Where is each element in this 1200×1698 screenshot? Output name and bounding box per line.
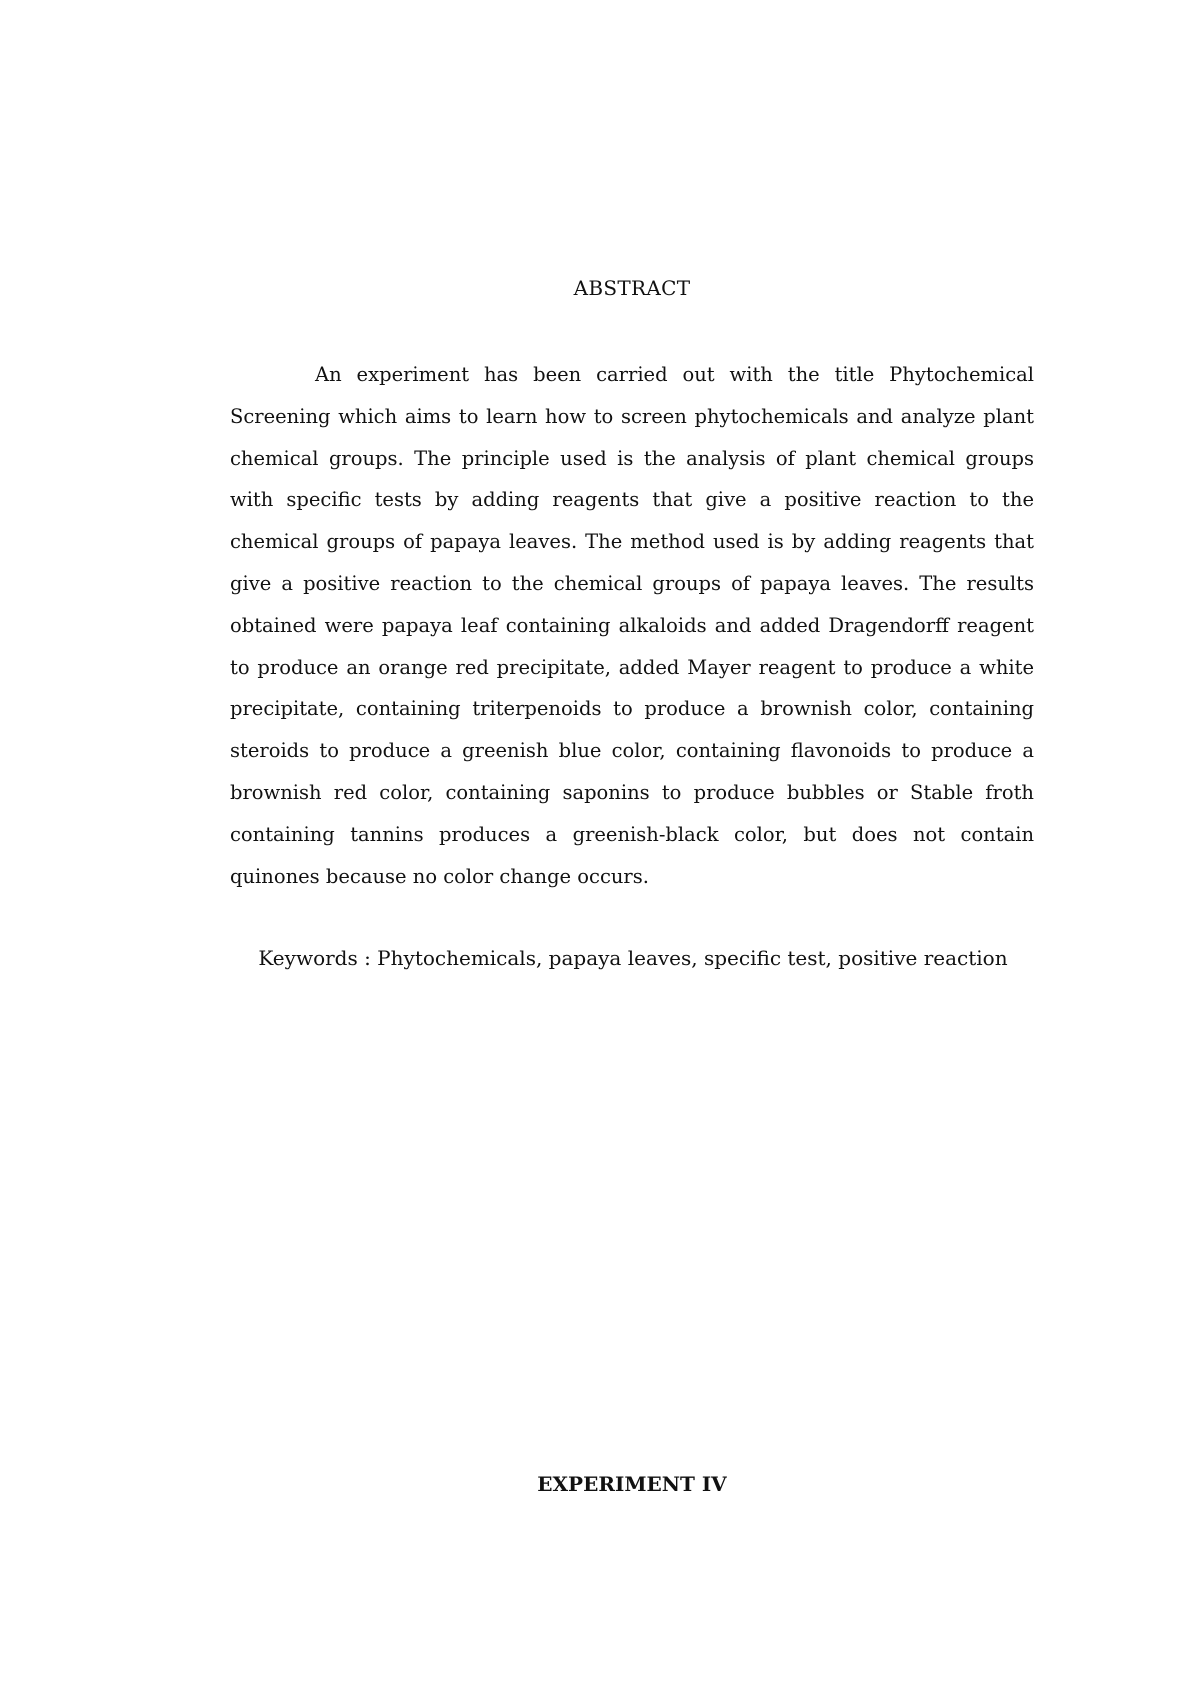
experiment-heading: EXPERIMENT IV [537, 1472, 727, 1496]
abstract-keywords: Keywords : Phytochemicals, papaya leaves, specific test, positive reaction [258, 946, 1008, 970]
abstract-title: ABSTRACT [573, 276, 691, 300]
abstract-body: An experiment has been carried out with the title Phytochemical Screening which aims to learn how to screen phytochemicals and analyze plant chemical groups. The principle used is the analysis of plant chemical groups with specific tests by adding reagents that give a positive reaction to the chemical groups of papaya leaves. The method used is by adding reagents that give a positive reaction to the chemical groups of papaya leaves. The results obtained were papaya leaf containing alkaloids and added Dragendorff reagent to produce an orange red precipitate, added Mayer reagent to produce a white precipitate, containing triterpenoids to produce a brownish color, containing steroids to produce a greenish blue color, containing flavonoids to produce a brownish red color, containing saponins to produce bubbles or Stable froth containing tannins produces a greenish-black color, but does not contain quinones because no color change occurs. [230, 363, 1034, 888]
